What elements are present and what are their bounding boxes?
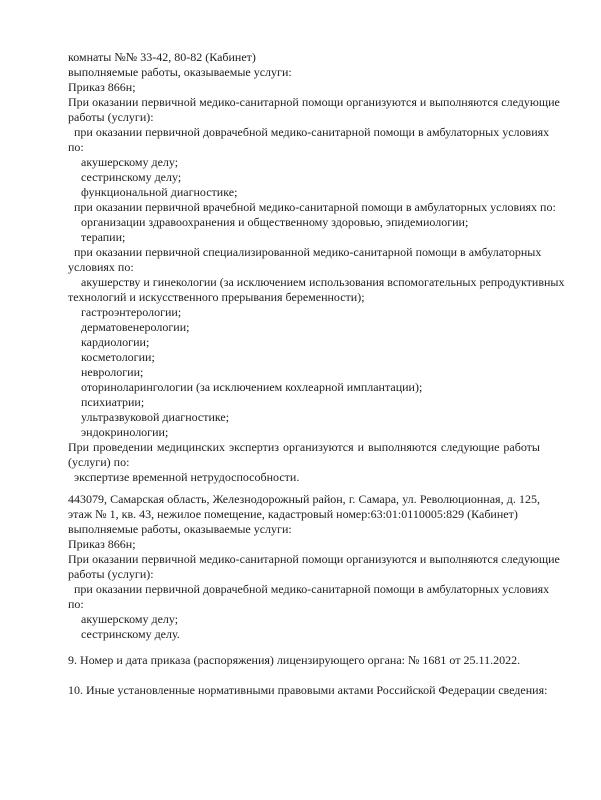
document-line: при оказании первичной доврачебной медико-санитарной помощи в амбулаторных условиях xyxy=(74,125,550,139)
document-line: выполняемые работы, оказываемые услуги: xyxy=(68,522,292,536)
document-line: при оказании первичной врачебной медико-санитарной помощи в амбулаторных условиях по: xyxy=(74,200,556,214)
document-line: 10. Иные установленные нормативными правовыми актами Российской Федерации сведения: xyxy=(68,683,548,697)
document-line: выполняемые работы, оказываемые услуги: xyxy=(68,65,292,79)
document-line: косметологии; xyxy=(81,350,155,364)
document-line: терапии; xyxy=(81,230,126,244)
document-line: 9. Номер и дата приказа (распоряжения) лицензирующего органа: № 1681 от 25.11.2022. xyxy=(68,653,521,667)
document-line: Приказ 866н; xyxy=(68,80,136,94)
document-line: ультразвуковой диагностике; xyxy=(81,410,230,424)
document-line: акушерству и гинекологии (за исключением использования вспомогательных репродуктивных xyxy=(81,275,565,289)
document-line: комнаты №№ 33-42, 80-82 (Кабинет) xyxy=(68,50,256,64)
document-line: гастроэнтерологии; xyxy=(81,305,182,319)
document-line: сестринскому делу; xyxy=(81,170,182,184)
document-line: При оказании первичной медико-санитарной помощи организуются и выполняются следующие xyxy=(68,552,560,566)
document-line: акушерскому делу; xyxy=(81,155,179,169)
document-line: акушерскому делу; xyxy=(81,612,179,626)
document-line: кардиологии; xyxy=(81,335,150,349)
document-line: Приказ 866н; xyxy=(68,537,136,551)
document-line: технологий и искусственного прерывания беременности); xyxy=(68,290,365,304)
document-line: (услуги) по: xyxy=(68,455,130,469)
document-line: При оказании первичной медико-санитарной помощи организуются и выполняются следующие xyxy=(68,95,560,109)
document-line: эндокринологии; xyxy=(81,425,169,439)
document-line: этаж № 1, кв. 43, нежилое помещение, кадастровый номер:63:01:0110005:829 (Кабинет) xyxy=(68,507,518,521)
document-line: экспертизе временной нетрудоспособности. xyxy=(74,470,300,484)
document-line: работы (услуги): xyxy=(68,567,154,581)
document-line: дерматовенерологии; xyxy=(81,320,190,334)
document-line: функциональной диагностике; xyxy=(81,185,238,199)
document-line: При проведении медицинских экспертиз организуются и выполняются следующие работы xyxy=(68,440,540,454)
document-line: 443079, Самарская область, Железнодорожный район, г. Самара, ул. Революционная, д. 125, xyxy=(68,492,540,506)
document-line: при оказании первичной специализированной медико-санитарной помощи в амбулаторных xyxy=(74,245,542,259)
document-line: при оказании первичной доврачебной медико-санитарной помощи в амбулаторных условиях xyxy=(74,582,550,596)
document-line: психиатрии; xyxy=(81,395,145,409)
document-line: работы (услуги): xyxy=(68,110,154,124)
document-line: оториноларингологии (за исключением кохлеарной имплантации); xyxy=(81,380,423,394)
document-line: неврологии; xyxy=(81,365,144,379)
document-line: по: xyxy=(68,597,84,611)
document-line: организации здравоохранения и общественному здоровью, эпидемиологии; xyxy=(81,215,469,229)
license-text-block xyxy=(68,50,565,698)
document-line: условиях по: xyxy=(68,260,134,274)
document-line: сестринскому делу. xyxy=(81,627,180,641)
document-line: по: xyxy=(68,140,84,154)
